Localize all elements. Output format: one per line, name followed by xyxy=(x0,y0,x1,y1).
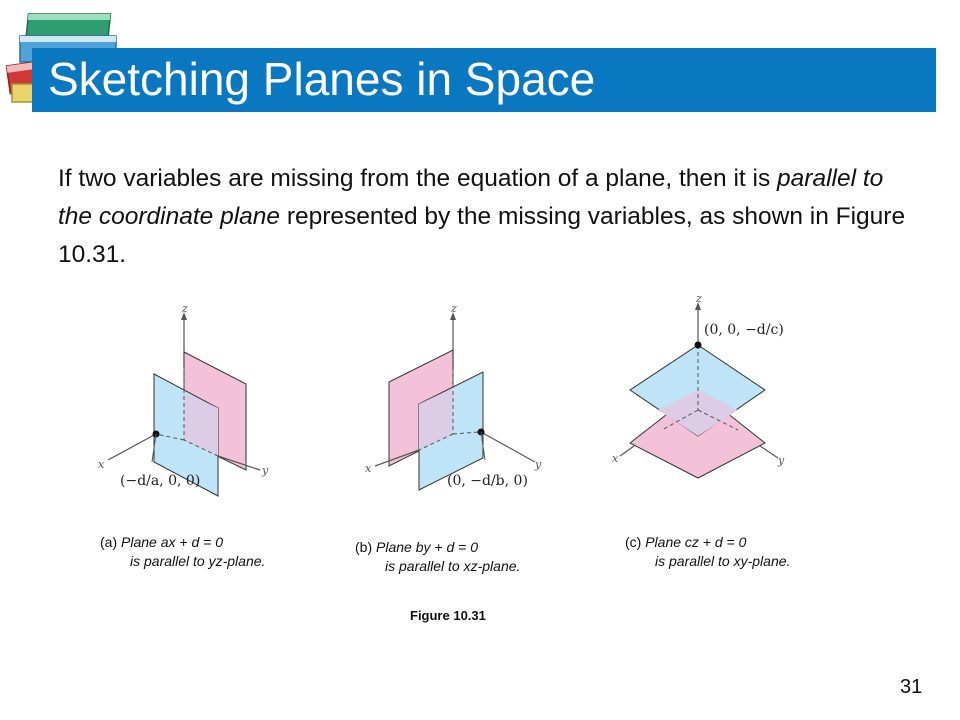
paragraph-text-1: If two variables are missing from the equation of a plane, then it is xyxy=(58,165,778,192)
caption-c xyxy=(625,533,790,571)
paragraph-emphasis: parallel to the coordinate plane xyxy=(58,165,884,230)
figure-c-x-label: x xyxy=(612,452,619,465)
figure-b-point-label: (0, −d/b, 0) xyxy=(447,473,528,489)
caption-c-prefix: (c) xyxy=(625,534,642,550)
figure-b-diagram xyxy=(355,300,555,510)
figure-b-z-label: z xyxy=(451,302,457,315)
figure-c-y-label: y xyxy=(778,454,785,467)
figure-a-y-label: y xyxy=(262,464,269,477)
figure-c-point-label: (0, 0, −d/c) xyxy=(704,322,784,338)
figure-a-point-label: (−d/a, 0, 0) xyxy=(120,473,201,489)
figure-b-y-label: y xyxy=(535,458,542,471)
caption-a-prefix: (a) xyxy=(100,534,118,550)
figure-a-diagram xyxy=(80,300,280,510)
page-number: 31 xyxy=(900,676,923,698)
caption-c-line2: is parallel to xy-plane. xyxy=(655,553,791,569)
caption-c-line1: Plane cz + d = 0 xyxy=(645,534,747,550)
caption-b xyxy=(355,538,520,576)
caption-a-line2: is parallel to yz-plane. xyxy=(130,553,266,569)
caption-a xyxy=(100,533,265,571)
body-paragraph xyxy=(58,160,918,274)
figure-a-x-label: x xyxy=(98,458,105,471)
slide-title: Sketching Planes in Space xyxy=(48,53,596,105)
caption-b-prefix: (b) xyxy=(355,539,373,555)
caption-b-line2: is parallel to xz-plane. xyxy=(385,558,521,574)
paragraph-text-2: represented by the missing variables, as shown in Figure 10.31. xyxy=(58,203,906,268)
caption-b-line1: Plane by + d = 0 xyxy=(376,539,478,555)
caption-a-line1: Plane ax + d = 0 xyxy=(121,534,223,550)
figure-label: Figure 10.31 xyxy=(410,608,486,623)
figure-c-z-label: z xyxy=(696,292,702,305)
figure-a-z-label: z xyxy=(182,302,188,315)
figure-b-x-label: x xyxy=(365,462,372,475)
figure-c-diagram xyxy=(600,290,800,500)
